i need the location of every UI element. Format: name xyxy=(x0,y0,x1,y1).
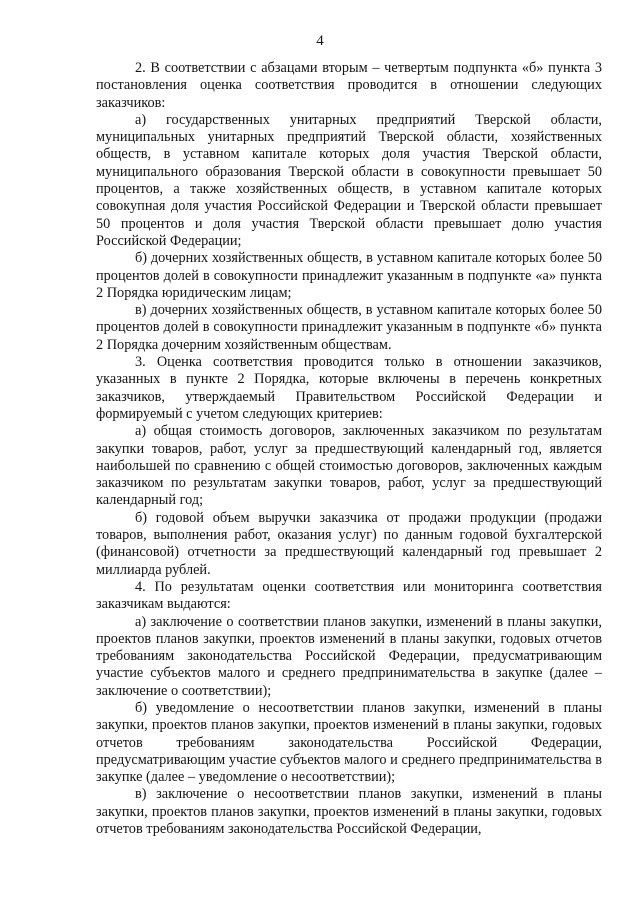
paragraph-2v: в) дочерних хозяйственных обществ, в уставном капитале которых более 50 процентов долей в совокупности принадлежит указанным в подпункте «б» пункта 2 Порядка дочерним хозяйственным обществам. xyxy=(96,302,602,353)
page-number: 4 xyxy=(316,33,324,49)
paragraph-4: 4. По результатам оценки соответствия или мониторинга соответствия заказчикам выдаются: xyxy=(96,578,602,613)
paragraph-3b: б) годовой объем выручки заказчика от продажи продукции (продажи товаров, выполнения работ, оказания услуг) по данным годовой бухгалтерской (финансовой) отчетности за предшествующий календарный год превышает 2 миллиарда рублей. xyxy=(96,509,602,578)
paragraph-3a: а) общая стоимость договоров, заключенных заказчиком по результатам закупки товаров, работ, услуг за предшествующий календарный год, является наибольшей по сравнению с общей стоимостью договоров, заключенных каждым заказчиком по результатам закупки товаров, работ, услуг за предшествующий календарный год; xyxy=(96,423,602,509)
paragraph-2b: б) дочерних хозяйственных обществ, в уставном капитале которых более 50 процентов долей в совокупности принадлежит указанным в подпункте «а» пункта 2 Порядка юридическим лицам; xyxy=(96,250,602,301)
document-body xyxy=(96,60,602,838)
paragraph-4b: б) уведомление о несоответствии планов закупки, изменений в планы закупки, проектов планов закупки, проектов изменений в планы закупки, годовых отчетов требованиям законодательства Российской Федерации, предусматривающим участие субъектов малого и среднего предпринимательства в закупке (далее – уведомление о несоответствии); xyxy=(96,699,602,786)
paragraph-2a: а) государственных унитарных предприятий Тверской области, муниципальных унитарных предприятий Тверской области, хозяйственных обществ, в уставном капитале которых доля участия Тверской области, муниципального образования Тверской области в совокупности превышает 50 процентов, а также хозяйственных обществ, в уставном капитале которых совокупная доля участия Российской Федерации и Тверской области превышает 50 процентов и доля участия Тверской области превышает долю участия Российской Федерации; xyxy=(96,111,602,249)
paragraph-4a: а) заключение о соответствии планов закупки, изменений в планы закупки, проектов планов закупки, проектов изменений в планы закупки, годовых отчетов требованиям законодательства Российской Федерации, предусматривающим участие субъектов малого и среднего предпринимательства в закупке (далее – заключение о соответствии); xyxy=(96,613,602,699)
paragraph-3: 3. Оценка соответствия проводится только в отношении заказчиков, указанных в пункте 2 Порядка, которые включены в перечень конкретных заказчиков, утверждаемый Правительством Российской Федерации и формируемый с учетом следующих критериев: xyxy=(96,354,602,422)
paragraph-4v: в) заключение о несоответствии планов закупки, изменений в планы закупки, проектов планов закупки, проектов изменений в планы закупки, годовых отчетов требованиям законодательства Российской Федерации, xyxy=(96,786,602,838)
paragraph-2: 2. В соответствии с абзацами вторым – четвертым подпункта «б» пункта 3 постановления оценка соответствия проводится в отношении следующих заказчиков: xyxy=(96,60,602,111)
